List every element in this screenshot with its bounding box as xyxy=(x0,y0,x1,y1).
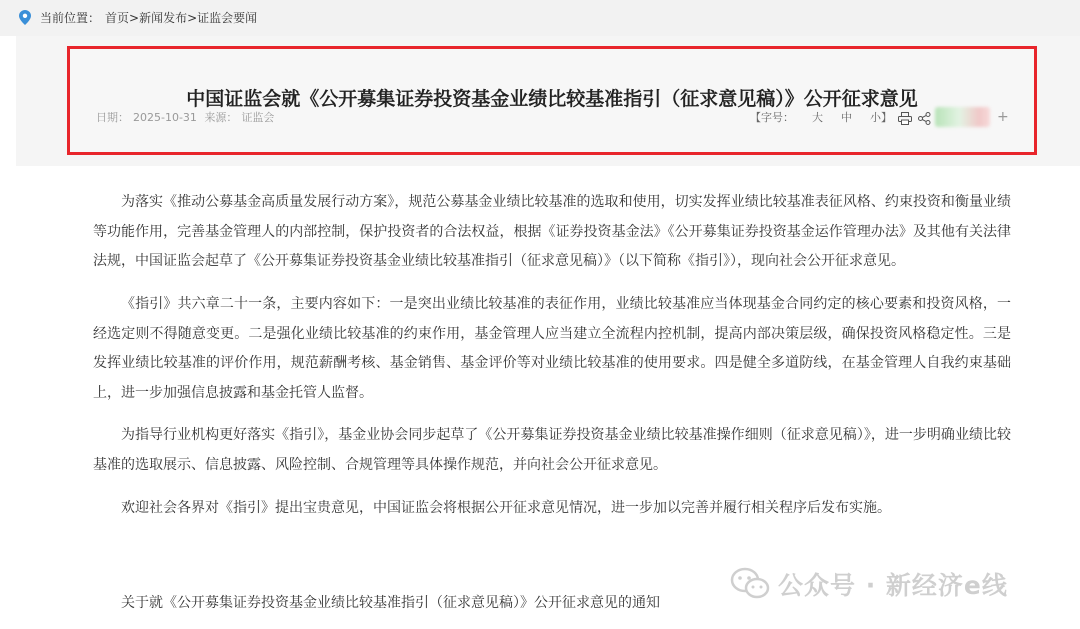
article-source: 证监会 xyxy=(241,111,275,124)
source-label: 来源： xyxy=(204,111,238,124)
breadcrumb-separator: > xyxy=(187,11,198,25)
blurred-share-buttons xyxy=(935,107,990,127)
print-icon[interactable] xyxy=(898,112,912,125)
font-size-medium-button[interactable]: 中 xyxy=(841,111,852,124)
breadcrumb-bar xyxy=(0,0,1080,36)
breadcrumb-current-link[interactable]: 证监会要闻 xyxy=(197,11,258,25)
wechat-icon xyxy=(730,567,770,601)
watermark-text: 公众号 · 新经济e线 xyxy=(778,571,1008,600)
article-tools xyxy=(750,111,931,125)
article-meta xyxy=(96,111,278,125)
date-label: 日期： xyxy=(96,111,129,124)
article-header-highlight xyxy=(67,46,1037,155)
breadcrumb-section-link[interactable]: 新闻发布 xyxy=(139,11,188,25)
breadcrumb-separator: > xyxy=(129,11,140,25)
page-title: 中国证监会就《公开募集证券投资基金业绩比较基准指引（征求意见稿）》公开征求意见 xyxy=(186,88,918,110)
article-date: 2025-10-31 xyxy=(133,111,197,124)
share-icon[interactable] xyxy=(918,112,931,125)
notice-link-row xyxy=(121,590,660,616)
location-pin-icon xyxy=(19,10,31,25)
plus-icon[interactable]: + xyxy=(997,109,1009,125)
font-size-small-button[interactable]: 小】 xyxy=(870,111,892,124)
watermark xyxy=(730,564,1008,604)
article-paragraph: 欢迎社会各界对《指引》提出宝贵意见，中国证监会将根据公开征求意见情况，进一步加以完善并履行相关程序后发布实施。 xyxy=(121,500,891,516)
breadcrumb-home-link[interactable]: 首页 xyxy=(105,11,130,25)
breadcrumb-label: 当前位置： xyxy=(40,11,101,25)
article-paragraph: 为落实《推动公募基金高质量发展行动方案》，规范公募基金业绩比较基准的选取和使用，切实发挥业绩比较基准表征风格、约束投资和衡量业绩等功能作用，完善基金管理人的内部控制，保护投资者的合法权益，根据《证券投资基金法》《公开募集证券投资基金运作管理办法》及其他有关法律法规，中国证监会起草了《公开募集证券投资基金业绩比较基准指引（征求意见稿）》（以下简称《指引》），现向社会公开征求意见。 xyxy=(93,194,1011,269)
article-paragraph: 为指导行业机构更好落实《指引》，基金业协会同步起草了《公开募集证券投资基金业绩比较基准操作细则（征求意见稿）》，进一步明确业绩比较基准的选取展示、信息披露、风险控制、合规管理等具体操作规范，并向社会公开征求意见。 xyxy=(93,427,1011,473)
font-size-large-button[interactable]: 大 xyxy=(812,111,823,124)
article-paragraph: 《指引》共六章二十一条，主要内容如下：一是突出业绩比较基准的表征作用，业绩比较基准应当体现基金合同约定的核心要素和投资风格，一经选定则不得随意变更。二是强化业绩比较基准的约束作用，基金管理人应当建立全流程内控机制，提高内部决策层级，确保投资风格稳定性。三是发挥业绩比较基准的评价作用，规范薪酬考核、基金销售、基金评价等对业绩比较基准的使用要求。四是健全多道防线，在基金管理人自我约束基础上，进一步加强信息披露和基金托管人监督。 xyxy=(93,296,1011,401)
notice-link[interactable]: 关于就《公开募集证券投资基金业绩比较基准指引（征求意见稿）》公开征求意见的通知 xyxy=(121,595,660,611)
font-size-label: 【字号： xyxy=(750,111,794,124)
breadcrumb xyxy=(105,11,257,25)
